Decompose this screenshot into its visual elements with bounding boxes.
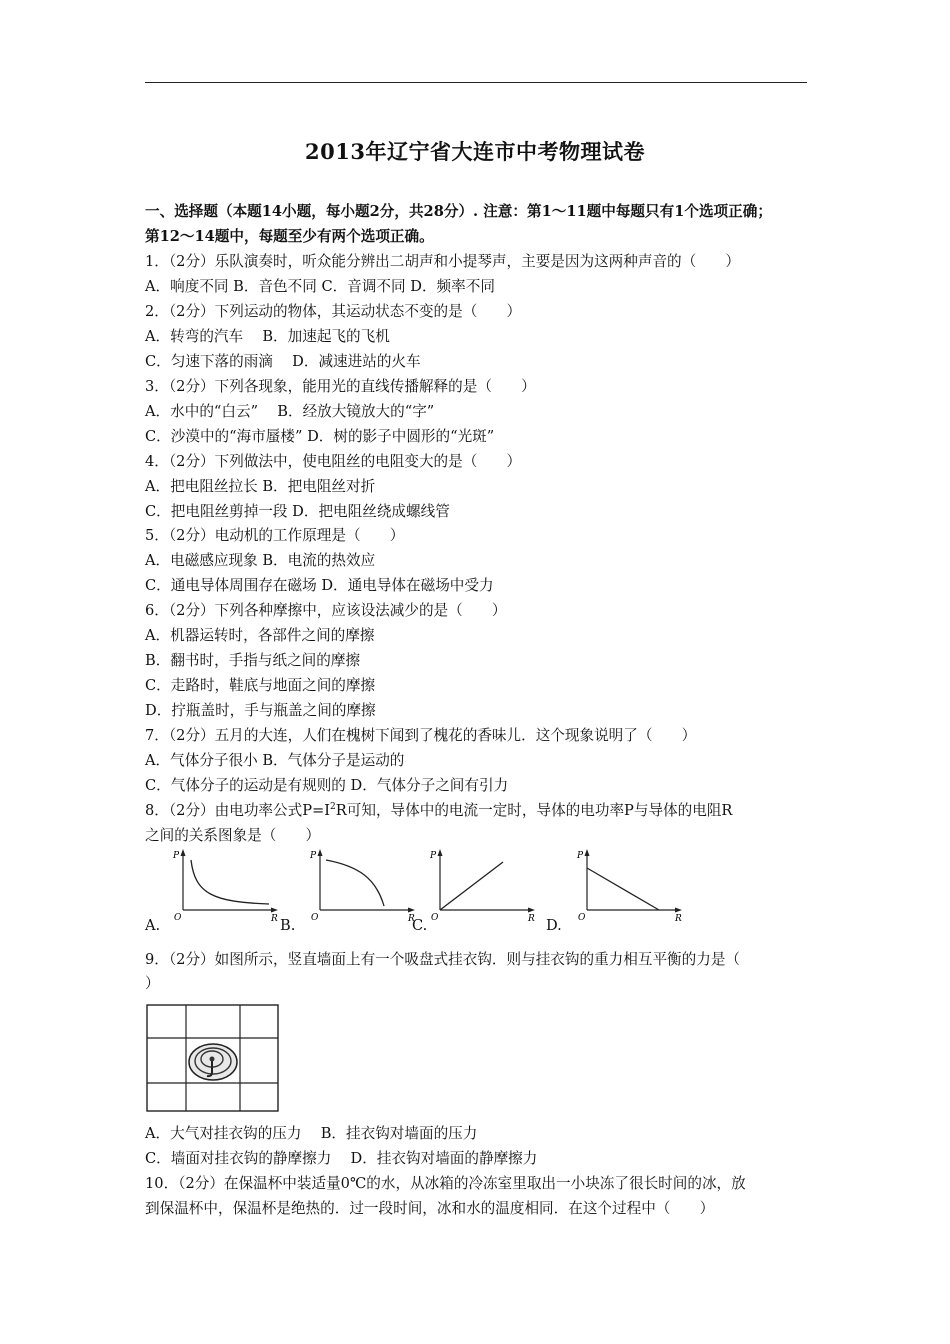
q6-option-c: C．走路时，鞋底与地面之间的摩擦 [145,677,376,694]
q7-stem: 7．（2分）五月的大连，人们在槐树下闻到了槐花的香味儿．这个现象说明了（ ） [145,727,697,744]
q7-options-2: C．气体分子的运动是有规则的 D．气体分子之间有引力 [145,777,509,794]
q8-stem-part1: 8．（2分）由电功率公式P=I [145,802,331,819]
q8-stem-2: 之间的关系图象是（ ） [145,827,321,844]
q3-options-1: A．水中的“白云” B．经放大镜放大的“字” [145,403,435,420]
q8-label-c: C. [412,917,428,934]
axis-p-label: P [310,851,317,861]
q2-stem: 2．（2分）下列运动的物体，其运动状态不变的是（ ） [145,303,522,320]
q5-stem: 5．（2分）电动机的工作原理是（ ） [145,527,405,544]
axis-r-label: R [271,914,278,922]
axis-p-label: P [173,851,180,861]
q8-stem [145,801,815,821]
axis-p-label: P [577,851,584,861]
q3-options-2: C．沙漠中的“海市蜃楼” D．树的影子中圆形的“光斑” [145,428,495,445]
q8-superscript: 2 [330,802,336,812]
q1-stem: 1．（2分）乐队演奏时，听众能分辨出二胡声和小提琴声，主要是因为这两种声音的（ ） [145,253,741,270]
q6-option-a: A．机器运转时，各部件之间的摩擦 [145,627,375,644]
q5-options-2: C．通电导体周围存在磁场 D．通电导体在磁场中受力 [145,577,494,594]
origin-label: O [174,913,182,922]
q10-stem: 10．（2分）在保温杯中装适量0℃的水，从冰箱的冷冻室里取出一小块冻了很长时间的冰，放 [145,1175,746,1192]
q3-stem: 3．（2分）下列各现象，能用光的直线传播解释的是（ ） [145,378,536,395]
q4-stem: 4．（2分）下列做法中，使电阻丝的电阻变大的是（ ） [145,453,522,470]
section-heading: 一、选择题（本题14小题，每小题2分，共28分）. 注意：第1～11题中每题只有1个选项正确； [145,203,772,220]
q1-options: A．响度不同 B．音色不同 C．音调不同 D．频率不同 [145,278,495,295]
q8-label-b: B. [280,917,296,934]
q2-options-1: A．转弯的汽车 B．加速起飞的飞机 [145,328,390,345]
q9-options-1: A．大气对挂衣钩的压力 B．挂衣钩对墙面的压力 [145,1125,478,1142]
axis-p-label: P [430,851,437,861]
q8-stem-part2: R可知，导体中的电流一定时，导体的电功率P与导体的电阻R [335,802,733,819]
q8-graph-a [171,848,281,922]
q9-stem-2: ） [145,975,160,992]
q5-options-1: A．电磁感应现象 B．电流的热效应 [145,552,376,569]
q9-stem: 9．（2分）如图所示，竖直墙面上有一个吸盘式挂衣钩．则与挂衣钩的重力相互平衡的力是（ [145,951,741,968]
q8-graph-b [308,848,418,922]
section-heading-2: 第12～14题中，每题至少有两个选项正确。 [145,228,434,245]
q7-options-1: A．气体分子很小 B．气体分子是运动的 [145,752,405,769]
origin-label: O [578,913,586,922]
q8-label-a: A. [145,917,161,934]
page-title: 2013年辽宁省大连市中考物理试卷 [305,139,645,164]
q6-option-b: B．翻书时，手指与纸之间的摩擦 [145,652,361,669]
q4-options-2: C．把电阻丝剪掉一段 D．把电阻丝绕成螺线管 [145,503,450,520]
q10-stem-2: 到保温杯中，保温杯是绝热的．过一段时间，冰和水的温度相同．在这个过程中（ ） [145,1200,715,1217]
q4-options-1: A．把电阻丝拉长 B．把电阻丝对折 [145,478,376,495]
q9-figure-wall-hook [146,1004,280,1118]
q8-graph-c [428,848,538,922]
axis-r-label: R [408,914,415,922]
q8-label-d: D. [546,917,562,934]
q6-stem: 6．（2分）下列各种摩擦中，应该设法减少的是（ ） [145,602,507,619]
q8-graph-d [575,848,685,922]
q6-option-d: D．拧瓶盖时，手与瓶盖之间的摩擦 [145,702,376,719]
q2-options-2: C．匀速下落的雨滴 D．减速进站的火车 [145,353,421,370]
origin-label: O [311,913,319,922]
axis-r-label: R [528,914,535,922]
header-rule [145,82,807,83]
q9-options-2: C．墙面对挂衣钩的静摩擦力 D．挂衣钩对墙面的静摩擦力 [145,1150,538,1167]
axis-r-label: R [675,914,682,922]
origin-label: O [431,913,439,922]
